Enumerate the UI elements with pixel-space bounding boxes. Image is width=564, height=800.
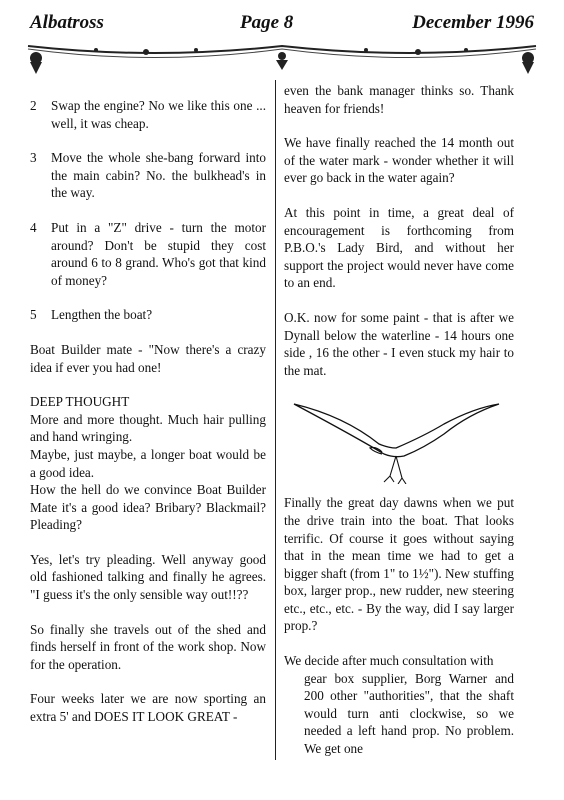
right-column: [284, 82, 514, 775]
paragraph: More and more thought. Much hair pulling and hand wringing.: [30, 411, 266, 445]
left-column: [30, 97, 266, 743]
list-item: 2 Swap the engine? No we like this one ... well, it was cheap.: [30, 98, 266, 131]
paragraph: How the hell do we convince Boat Builder Mate it's a good idea? Bribary? Blackmail? Pleading?: [30, 482, 266, 533]
paragraph: Four weeks later we are now sporting an extra 5' and DOES IT LOOK GREAT -: [30, 691, 266, 725]
column-divider: [275, 80, 276, 760]
garland-ornament: [26, 36, 538, 80]
paragraph: gear box supplier, Borg Warner and 200 other "authorities", that the shaft would turn anti clockwise, so we needed a left hand prop. No problem. We get one: [304, 670, 514, 757]
section-heading: DEEP THOUGHT: [30, 394, 130, 410]
paragraph: Maybe, just maybe, a longer boat would be a good idea.: [30, 446, 266, 480]
newsletter-title: Albatross: [30, 12, 104, 33]
paragraph: even the bank manager thinks so. Thank heaven for friends!: [284, 83, 514, 116]
albatross-bird-illustration: [284, 396, 514, 484]
paragraph: At this point in time, a great deal of encouragement is forthcoming from P.B.O.'s Lady Bird, and without her support the project would never have come to an end.: [284, 204, 514, 291]
paragraph: So finally she travels out of the shed and finds herself in front of the work shop. Now for the operation.: [30, 621, 266, 672]
list-item: 3 Move the whole she-bang forward into the main cabin? No. the bulkhead's in the way.: [30, 150, 266, 201]
list-item: 4 Put in a "Z" drive - turn the motor around? Don't be stupid they cost around 6 to 8 grand. Who's got that kind of money?: [30, 219, 266, 288]
paragraph: Finally the great day dawns when we put the drive train into the boat. That looks terrific. Of course it goes without saying that in the mean time we had to get a bigger shaft (from 1" to 1½"). New stuffing box, larger prop., new rudder, new steering etc., etc., etc. - By the way, did I say larger prop.?: [284, 495, 514, 634]
paragraph: Boat Builder mate - "Now there's a crazy idea if ever you had one!: [30, 341, 266, 375]
paragraph: O.K. now for some paint - that is after we Dynall below the waterline - 14 hours one side , 16 the other - I even stuck my hair to the mat.: [284, 309, 514, 378]
paragraph: We have finally reached the 14 month out of the water mark - wonder whether it will ever go back in the water again?: [284, 135, 514, 186]
page-number: Page 8: [240, 12, 294, 33]
page-header: [30, 12, 534, 38]
paragraph: Yes, let's try pleading. Well anyway good old fashioned talking and finally he agrees. "I guess it's the only sensible way out!!??: [30, 551, 266, 603]
list-item: 5 Lengthen the boat?: [30, 307, 153, 323]
paragraph: We decide after much consultation with: [284, 653, 494, 669]
issue-date: December 1996: [412, 12, 534, 33]
